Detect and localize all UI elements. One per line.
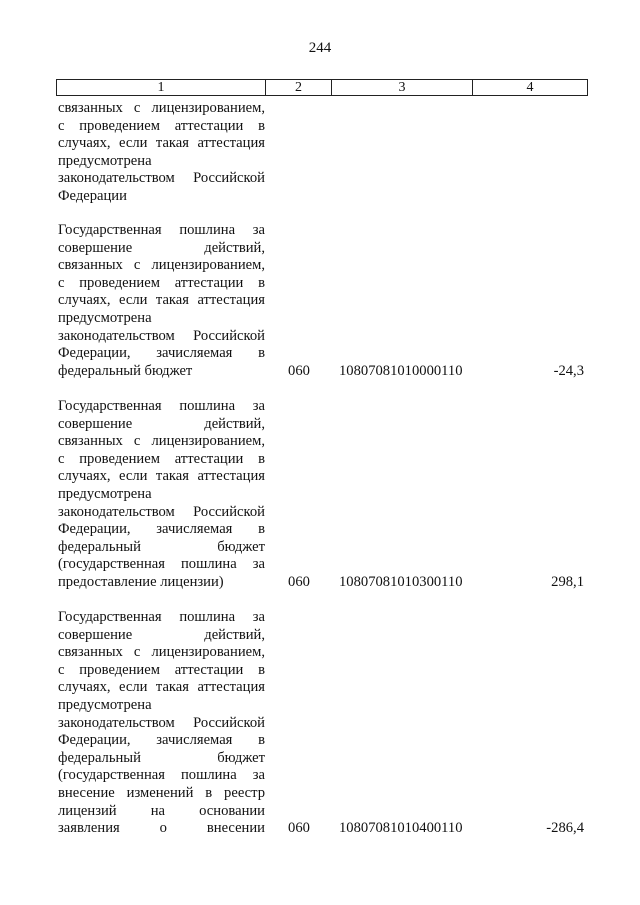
- description-line: с проведением аттестации в: [58, 117, 265, 134]
- row-description: [58, 222, 265, 380]
- description-line: Федерации, зачисляемая в: [58, 521, 265, 538]
- description-line: с проведением аттестации в: [58, 661, 265, 678]
- row-kbk: 10807081010400110: [339, 820, 463, 837]
- description-line: связанных с лицензированием,: [58, 100, 265, 116]
- row-kbk: 10807081010000110: [339, 362, 463, 379]
- header-col-4: 4: [526, 80, 534, 95]
- description-line: связанных с лицензированием,: [58, 644, 265, 661]
- description-line: федеральный бюджет: [58, 362, 193, 379]
- description-line: Государственная пошлина за: [58, 609, 265, 625]
- description-line: Федерации, зачисляемая в: [58, 345, 265, 362]
- description-line: Государственная пошлина за: [58, 398, 265, 414]
- header-col-3: 3: [332, 80, 473, 95]
- description-line: с проведением аттестации в: [58, 450, 265, 467]
- row-amount: 298,1: [551, 574, 584, 590]
- row-code: 060: [288, 362, 310, 379]
- description-line: случаях, если такая аттестация: [58, 135, 265, 152]
- description-line: Государственная пошлина за: [58, 222, 265, 238]
- description-line: совершение действий,: [58, 415, 265, 432]
- description-line: связанных с лицензированием,: [58, 257, 265, 274]
- row-description: [58, 100, 265, 206]
- description-line: законодательством Российской: [58, 714, 265, 731]
- page-number: 244: [308, 40, 332, 56]
- description-line: совершение действий,: [58, 626, 265, 643]
- description-line: федеральный бюджет: [58, 749, 265, 766]
- description-line: предоставление лицензии): [58, 573, 224, 590]
- description-line: совершение действий,: [58, 239, 265, 256]
- row-kbk: 10807081010300110: [339, 574, 463, 590]
- row-description: [58, 609, 265, 838]
- description-line: случаях, если такая аттестация: [58, 468, 265, 485]
- description-line: лицензий на основании: [58, 802, 265, 819]
- description-line: законодательством Российской: [58, 170, 265, 187]
- description-line: связанных с лицензированием,: [58, 433, 265, 450]
- description-line: с проведением аттестации в: [58, 274, 265, 291]
- description-line: предусмотрена: [58, 485, 152, 502]
- description-line: предусмотрена: [58, 696, 152, 713]
- description-line: заявления о внесении: [58, 820, 265, 837]
- row-amount: -24,3: [553, 362, 584, 379]
- description-line: предусмотрена: [58, 309, 152, 326]
- description-line: федеральный бюджет: [58, 538, 265, 555]
- description-line: законодательством Российской: [58, 327, 265, 344]
- description-line: внесение изменений в реестр: [58, 784, 265, 801]
- header-col-2: 2: [266, 80, 332, 95]
- description-line: предусмотрена: [58, 152, 152, 169]
- table-header: [56, 79, 588, 96]
- description-line: (государственная пошлина за: [58, 556, 265, 573]
- row-description: [58, 398, 265, 592]
- header-col-1: 1: [57, 80, 266, 95]
- row-amount: -286,4: [546, 820, 584, 837]
- description-line: Федерации, зачисляемая в: [58, 732, 265, 749]
- description-line: случаях, если такая аттестация: [58, 292, 265, 309]
- description-line: законодательством Российской: [58, 503, 265, 520]
- row-code: 060: [288, 574, 310, 590]
- description-line: случаях, если такая аттестация: [58, 679, 265, 696]
- description-line: Федерации: [58, 187, 127, 204]
- description-line: (государственная пошлина за: [58, 767, 265, 784]
- row-code: 060: [288, 820, 310, 837]
